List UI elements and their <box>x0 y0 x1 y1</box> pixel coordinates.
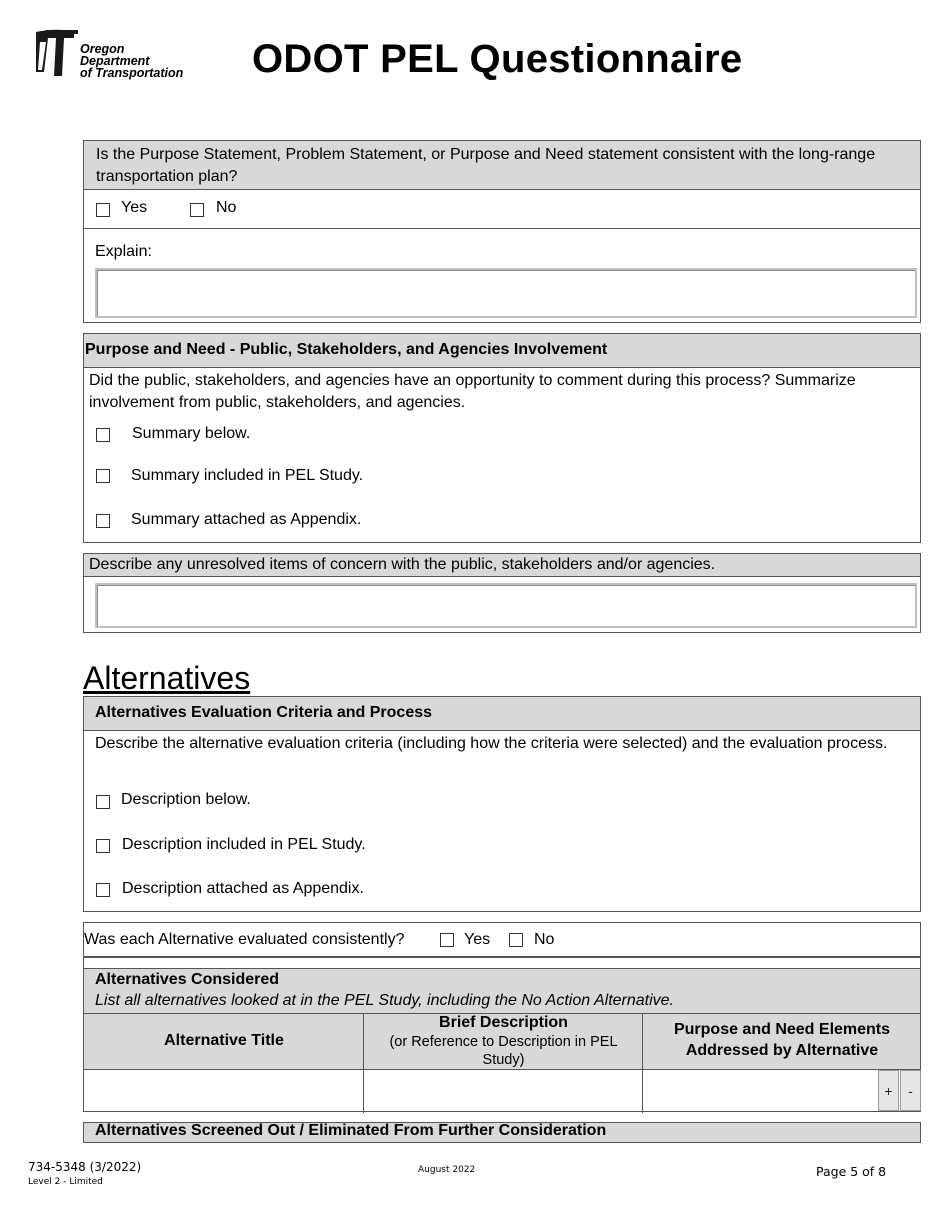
alternative-title-cell[interactable] <box>84 1070 364 1113</box>
remove-row-button[interactable]: - <box>900 1070 921 1111</box>
description-in-study-checkbox[interactable] <box>96 839 110 853</box>
criteria-heading-row <box>84 697 920 730</box>
unresolved-question: Describe any unresolved items of concern with the public, stakeholders and/or agencies. <box>89 556 716 573</box>
col-brief-description-title: Brief Description <box>439 1014 568 1031</box>
add-row-button[interactable]: + <box>878 1070 899 1111</box>
criteria-heading: Alternatives Evaluation Criteria and Process <box>95 704 433 721</box>
involvement-box <box>83 333 921 543</box>
table-row <box>84 1069 920 1112</box>
form-number: 734-5348 (3/2022) <box>28 1160 142 1174</box>
col-brief-description-sub: (or Reference to Description in PEL Study) <box>389 1034 618 1068</box>
consistency-no-checkbox[interactable] <box>190 203 204 217</box>
involvement-heading: Purpose and Need - Public, Stakeholders, and Agencies Involvement <box>85 341 608 358</box>
col-alternative-title: Alternative Title <box>164 1032 284 1049</box>
unresolved-field[interactable] <box>95 583 917 628</box>
consistency-question-row <box>84 141 920 189</box>
explain-field[interactable] <box>95 268 917 318</box>
footer-date: August 2022 <box>418 1165 476 1175</box>
alternatives-section-title: Alternatives <box>83 660 251 696</box>
evaluated-no-label: No <box>534 931 555 948</box>
summary-in-study-checkbox[interactable] <box>96 469 110 483</box>
explain-label: Explain: <box>95 243 152 260</box>
evaluated-consistently-box <box>83 922 921 957</box>
involvement-content <box>84 367 920 543</box>
description-below-label: Description below. <box>121 791 251 808</box>
screened-out-heading: Alternatives Screened Out / Eliminated From Further Consideration <box>95 1122 607 1139</box>
summary-in-study-label: Summary included in PEL Study. <box>131 467 364 484</box>
explain-row <box>84 228 920 323</box>
description-in-study-label: Description included in PEL Study. <box>122 836 366 853</box>
evaluated-consistently-question: Was each Alternative evaluated consistently? <box>84 931 405 948</box>
description-appendix-checkbox[interactable] <box>96 883 110 897</box>
consistency-yes-label: Yes <box>121 199 148 216</box>
criteria-content <box>84 730 920 912</box>
form-level: Level 2 - Limited <box>28 1177 103 1187</box>
page-title: ODOT PEL Questionnaire <box>252 37 743 81</box>
page-number: Page 5 of 8 <box>816 1164 887 1179</box>
brief-description-cell[interactable] <box>363 1070 643 1113</box>
unresolved-field-row <box>84 576 920 633</box>
unresolved-question-row <box>84 554 920 576</box>
screened-out-box <box>83 1122 921 1143</box>
criteria-box <box>83 696 921 912</box>
considered-subheading: List all alternatives looked at in the PEL Study, including the No Action Alternative. <box>95 992 674 1009</box>
consistency-answer-row <box>84 189 920 228</box>
summary-below-label: Summary below. <box>132 425 251 442</box>
description-appendix-label: Description attached as Appendix. <box>122 880 364 897</box>
summary-appendix-checkbox[interactable] <box>96 514 110 528</box>
evaluated-no-checkbox[interactable] <box>509 933 523 947</box>
description-below-checkbox[interactable] <box>96 795 110 809</box>
spacer-row <box>84 958 920 968</box>
involvement-heading-row <box>84 334 920 367</box>
table-header-row <box>84 1013 920 1069</box>
col-brief-description <box>363 1014 643 1069</box>
consistency-question: Is the Purpose Statement, Problem Statement, or Purpose and Need statement consistent with the long-range transportation plan? <box>96 146 876 185</box>
evaluated-yes-checkbox[interactable] <box>440 933 454 947</box>
alternatives-considered-box <box>83 957 921 1112</box>
consistency-no-label: No <box>216 199 237 216</box>
summary-appendix-label: Summary attached as Appendix. <box>131 511 362 528</box>
criteria-question: Describe the alternative evaluation criteria (including how the criteria were selected) and the evaluation process. <box>95 735 888 752</box>
summary-below-checkbox[interactable] <box>96 428 110 442</box>
col-purpose-need: Purpose and Need Elements Addressed by Alternative <box>642 1014 921 1069</box>
evaluated-yes-label: Yes <box>464 931 491 948</box>
consistency-yes-checkbox[interactable] <box>96 203 110 217</box>
odot-logo-text: Oregon Department of Transportation <box>80 42 184 80</box>
considered-heading: Alternatives Considered <box>95 971 280 988</box>
involvement-question: Did the public, stakeholders, and agencies have an opportunity to comment during this process? Summarize involvement from public, stakeholders, and agencies. <box>89 372 856 411</box>
unresolved-box <box>83 553 921 633</box>
considered-heading-row <box>84 968 920 1013</box>
consistency-box <box>83 140 921 323</box>
